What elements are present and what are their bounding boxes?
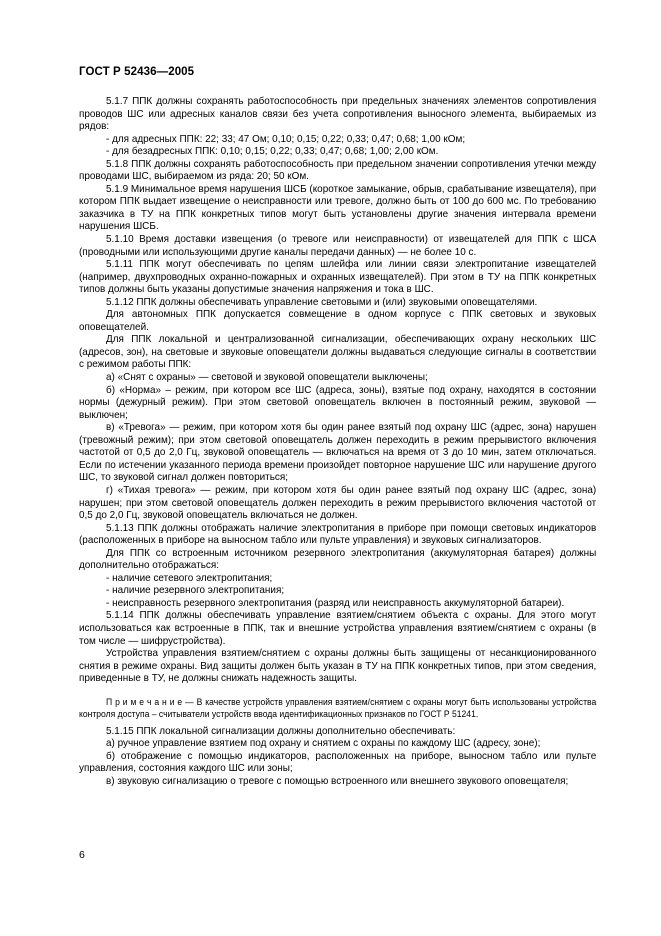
paragraph-5-1-12: 5.1.12 ППК должны обеспечивать управление световыми и (или) звуковыми оповещателями. — [106, 296, 538, 308]
page-number: 6 — [79, 849, 85, 861]
document-header: ГОСТ Р 52436—2005 — [79, 66, 195, 78]
paragraph-protection: Устройства управления взятием/снятием с охраны должны быть защищены от несанкционированного снятия в режиме охраны. Вид защиты должен быть указан в ТУ на ППК конкретных типов, при этом сведения, приведенные в ТУ, не должны снижать надежность защиты. — [79, 648, 597, 685]
list-item-a-manual-control: а) ручное управление взятием под охрану и снятием с охраны по каждому ШС (адресу, зоне); — [106, 738, 541, 750]
list-item-b-indication: б) отображение с помощью индикаторов, расположенных на приборе, выносном табло или пульте управления, состояния каждого ШС или зоны; — [79, 750, 597, 775]
paragraph-backup-power: Для ППК со встроенным источником резервного электропитания (аккумуляторная батарея) должны дополнительно отображаться: — [79, 547, 597, 572]
paragraph-5-1-11: 5.1.11 ППК могут обеспечивать по цепям шлейфа или линии связи электропитание извещателей (например, двухпроводных охранно-пожарных и охранных извещателей). При этом в ТУ на ППК конкретных типов должны быть указаны допустимые значения напряжения и тока в ШС. — [79, 259, 597, 296]
paragraph-local-signals: Для ППК локальной и централизованной сигнализации, обеспечивающих охрану нескольких ШС (адресов, зон), на световые и звуковые оповещатели должны выдаваться следующие сигналы в соответствии с режимом работы ППК: — [79, 334, 597, 371]
paragraph-5-1-15: 5.1.15 ППК локальной сигнализации должны дополнительно обеспечивать: — [106, 725, 456, 737]
list-item-a-disarmed: а) «Снят с охраны» — световой и звуковой оповещатели выключены; — [106, 372, 428, 384]
list-item-c-alarm: в) «Тревога» — режим, при котором хотя бы один ранее взятый под охрану ШС (адрес, зона) нарушен (тревожный режим); при этом световой оповещатель должен переходить в режим прерывистого включения частотой от 0,5 до 2,0 Гц, звуковой оповещатель — включаться на время от 3 до 10 мин, затем отключаться. Если по истечении указанного периода времени произойдет повторное нарушение ШС или нарушение другого ШС, то звуковой сигнал должен повториться; — [79, 422, 597, 484]
paragraph-5-1-10: 5.1.10 Время доставки извещения (о тревоге или неисправности) от извещателей для ППК с ШСА (проводными или использующими другие каналы передачи данных) — не более 10 с. — [79, 234, 597, 258]
list-item-b-normal: б) «Норма» – режим, при котором все ШС (адреса, зоны), взятые под охрану, находятся в состоянии нормы (дежурный режим). При этом световой оповещатель включен в постоянный режим, звуковой — выключен; — [79, 384, 597, 421]
paragraph-5-1-9: 5.1.9 Минимальное время нарушения ШСБ (короткое замыкание, обрыв, срабатывание извещателя), при котором ППК выдает извещение о неисправности или тревоге, должно быть от 100 до 600 мс. По требованию заказчика в ТУ на ППК конкретных типов могут быть установлены другие значения интервала времени нарушения ШСБ. — [79, 183, 597, 233]
list-item-d-silent-alarm: г) «Тихая тревога» — режим, при котором хотя бы один ранее взятый под охрану ШС (адрес, зона) нарушен; при этом световой оповещатель должен переходить в режим прерывистого включения частотой от 0,5 до 2,0 Гц, звуковой оповещатель включаться не должен. — [79, 484, 597, 522]
paragraph-autonomous: Для автономных ППК допускается совмещение в одном корпусе с ППК световых и звуковых оповещателей. — [79, 309, 597, 333]
paragraph-5-1-14: 5.1.14 ППК должны обеспечивать управление взятием/снятием объекта с охраны. Для этого могут использоваться как встроенные в ППК, так и внешние устройства управления взятием/снятием с охраны (в том числе — шифрустройства). — [79, 610, 597, 647]
list-item-backup-fault: - неисправность резервного электропитания (разряд или неисправность аккумуляторной батареи). — [106, 597, 565, 609]
note-access-control: П р и м е ч а н и е — В качестве устройств управления взятием/снятием с охраны могут быть использованы устройства контроля доступа – считыватели устройств ввода идентификационных признаков по ГОСТ Р 51241. — [79, 696, 597, 719]
list-item-addressed-range: - для адресных ППК: 22; 33; 47 Ом; 0,10; 0,15; 0,22; 0,33; 0,47; 0,68; 1,00 кОм; — [106, 133, 466, 145]
document-body — [79, 94, 596, 788]
list-item-mains-power: - наличие сетевого электропитания; — [106, 572, 273, 584]
list-item-c-sound-alarm: в) звуковую сигнализацию о тревоге с помощью встроенного или внешнего звукового оповещателя; — [106, 775, 569, 787]
paragraph-5-1-7: 5.1.7 ППК должны сохранять работоспособность при предельных значениях элементов сопротивления проводов ШС или адресных каналов связи без учета сопротивления выносного элемента, выбираемых из рядов: — [79, 96, 597, 133]
list-item-non-addressed-range: - для безадресных ППК: 0,10; 0,15; 0,22; 0,33; 0,47; 0,68; 1,00; 2,00 кОм. — [106, 146, 439, 158]
paragraph-5-1-8: 5.1.8 ППК должны сохранять работоспособность при предельном значении сопротивления утечки между проводами ШС, выбираемом из ряда: 20; 50 кОм. — [79, 158, 597, 183]
list-item-backup-power: - наличие резервного электропитания; — [106, 585, 285, 597]
paragraph-5-1-13: 5.1.13 ППК должны отображать наличие электропитания в приборе при помощи световых индикаторов (расположенных в приборе на выносном табло или пульте управления) и звуковых сигнализаторов. — [79, 522, 597, 547]
